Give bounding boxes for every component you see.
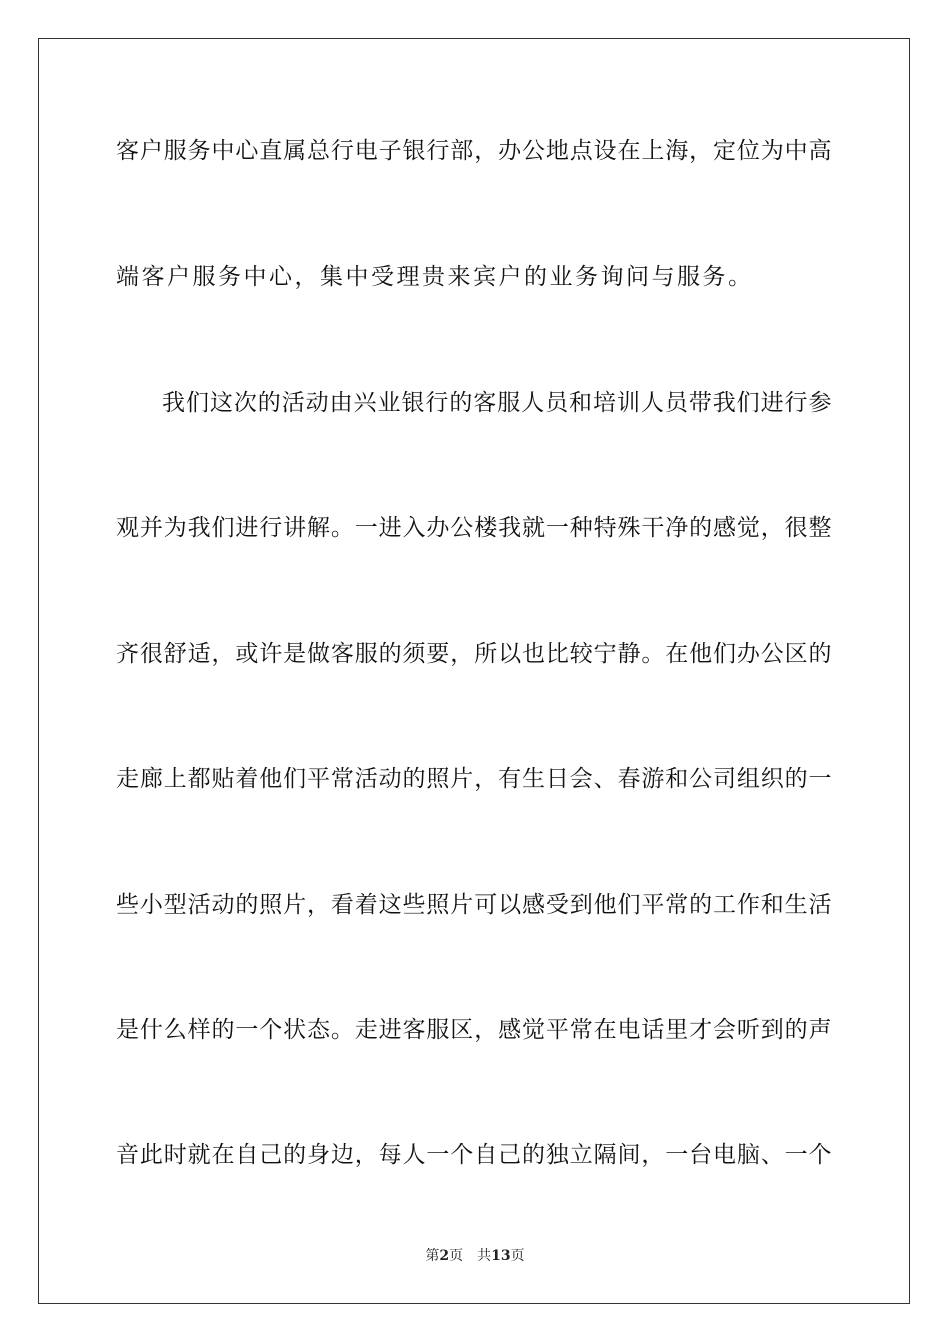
text-line-2: 端客户服务中心，集中受理贵来宾户的业务询问与服务。 bbox=[116, 264, 754, 290]
text-line-4: 观并为我们进行讲解。一进入办公楼我就一种特殊干净的感觉，很整 bbox=[116, 515, 832, 541]
total-prefix: 共 bbox=[477, 1248, 492, 1264]
text-line-3: 我们这次的活动由兴业银行的客服人员和培训人员带我们进行参 bbox=[162, 390, 832, 416]
page-border bbox=[38, 38, 910, 1304]
text-line-1: 客户服务中心直属总行电子银行部，办公地点设在上海，定位为中高 bbox=[116, 138, 832, 164]
page-footer bbox=[0, 1246, 950, 1266]
page-suffix: 页 bbox=[449, 1248, 464, 1264]
text-line-7: 些小型活动的照片，看着这些照片可以感受到他们平常的工作和生活 bbox=[116, 892, 832, 918]
total-pages: 13 bbox=[491, 1248, 511, 1264]
text-line-8: 是什么样的一个状态。走进客服区，感觉平常在电话里才会听到的声 bbox=[116, 1017, 832, 1043]
text-line-5: 齐很舒适，或许是做客服的须要，所以也比较宁静。在他们办公区的 bbox=[116, 641, 832, 667]
text-line-6: 走廊上都贴着他们平常活动的照片，有生日会、春游和公司组织的一 bbox=[116, 766, 832, 792]
page-number: 2 bbox=[439, 1248, 450, 1264]
text-line-9: 音此时就在自己的身边，每人一个自己的独立隔间，一台电脑、一个 bbox=[116, 1142, 832, 1168]
page-prefix: 第 bbox=[425, 1248, 440, 1264]
total-suffix: 页 bbox=[510, 1248, 525, 1264]
